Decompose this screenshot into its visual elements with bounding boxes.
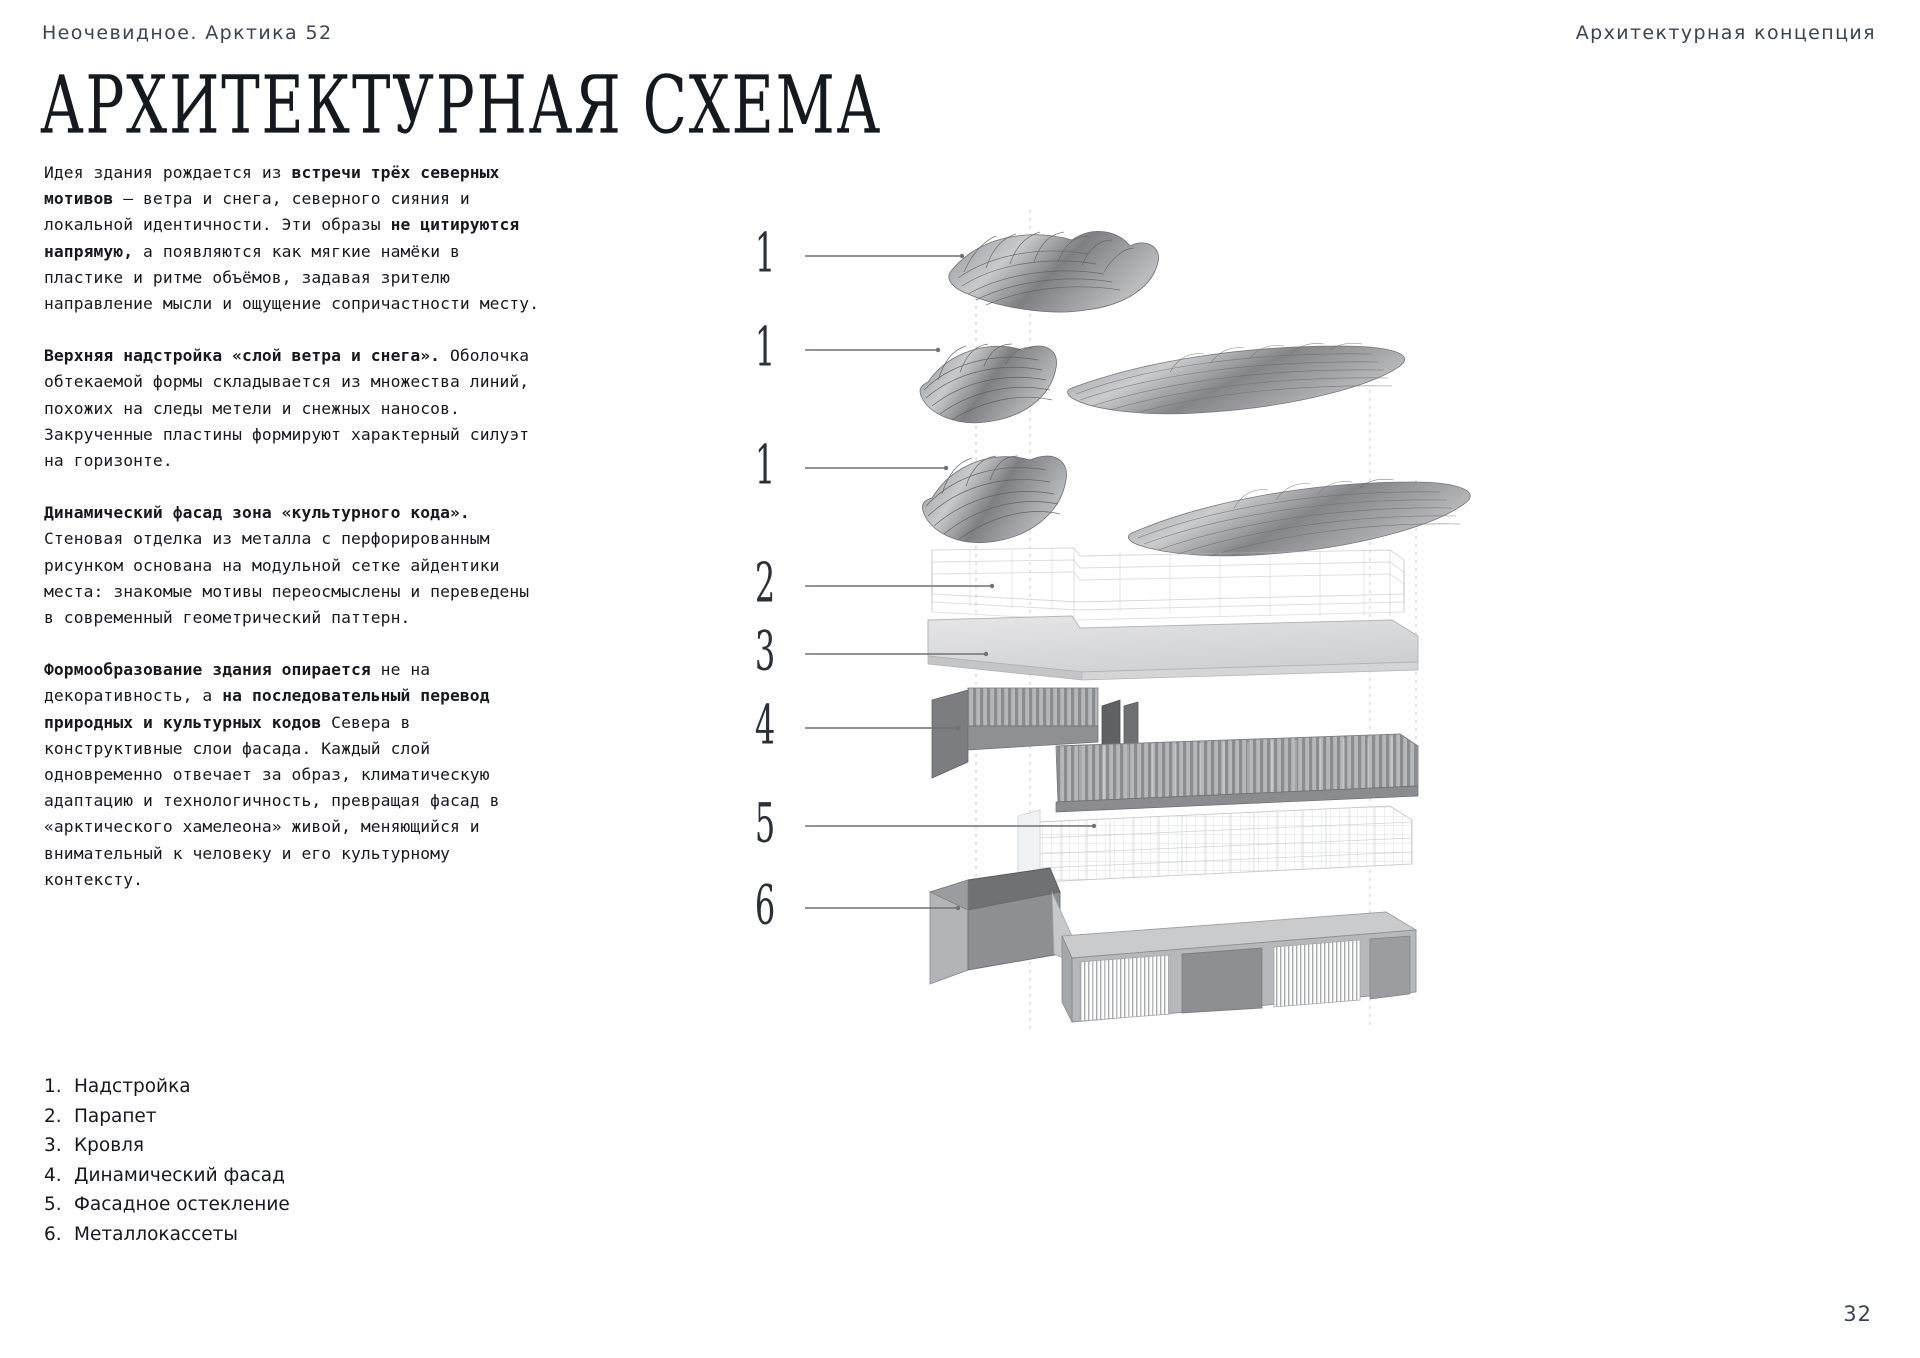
legend-item	[44, 1220, 290, 1250]
metal-cassette-layer	[930, 868, 1416, 1022]
lower-wing-element	[1128, 479, 1470, 556]
legend-item-label: Кровля	[74, 1135, 145, 1157]
p4-run-1: не на декоративность, а	[44, 660, 431, 706]
p1-bold-1: встречи трёх северных мотивов	[44, 163, 500, 209]
parapet-layer	[932, 548, 1404, 620]
paragraph-4	[44, 657, 544, 893]
callout-number-1a: 1	[754, 222, 776, 286]
legend-item-number: 6.	[44, 1223, 62, 1245]
body-copy	[44, 160, 544, 893]
wind-wing-element	[1068, 343, 1405, 414]
callout-number-2: 2	[754, 552, 776, 616]
legend-item-number: 4.	[44, 1164, 62, 1186]
running-head-left: Неочевидное. Арктика 52	[42, 22, 333, 44]
p1-run-2: – ветра и снега, северного сияния и локальной идентичности. Эти образы	[44, 189, 470, 235]
p3-run-1: Стеновая отделка из металла с перфорированным рисунком основана на модульной сетке айдентики места: знакомые мотивы переосмыслены и переведены в современный геометрический паттерн.	[44, 529, 530, 628]
legend-item	[44, 1102, 290, 1132]
wind-blade-element	[920, 344, 1057, 423]
paragraph-3	[44, 500, 544, 631]
roof-slab-layer	[928, 616, 1418, 680]
paragraph-2	[44, 343, 544, 474]
callout-number-1c: 1	[754, 434, 776, 498]
legend-item-label: Парапет	[74, 1105, 157, 1127]
p2-bold-1: Верхняя надстройка «слой ветра и снега».	[44, 346, 441, 366]
legend-item-number: 2.	[44, 1105, 62, 1127]
legend-item-number: 3.	[44, 1135, 62, 1157]
running-head-right: Архитектурная концепция	[1575, 22, 1876, 44]
callout-number-5: 5	[754, 792, 776, 856]
p1-run-1: Идея здания рождается из	[44, 163, 292, 182]
callout-number-4: 4	[754, 694, 776, 758]
dynamic-facade-layer	[932, 688, 1418, 812]
p4-bold-2: на последовательный перевод природных и культурных кодов	[44, 686, 490, 732]
page-title: АРХИТЕКТУРНАЯ СХЕМА	[40, 58, 883, 152]
callout-number-1b: 1	[754, 316, 776, 380]
legend-item	[44, 1190, 290, 1220]
callout-number-6: 6	[754, 874, 776, 938]
legend-item-number: 5.	[44, 1194, 62, 1216]
legend-item-label: Динамический фасад	[74, 1164, 285, 1186]
glazing-layer	[1018, 806, 1412, 890]
p1-bold-2: не цитируются напрямую,	[44, 215, 520, 261]
layer-legend	[44, 1072, 290, 1250]
p2-run-1: Оболочка обтекаемой формы складывается из множества линий, похожих на следы метели и снежных наносов. Закрученные пластины формируют характерный силуэт на горизонте.	[44, 346, 530, 471]
legend-item	[44, 1131, 290, 1161]
page-number: 32	[1843, 1302, 1872, 1326]
legend-item	[44, 1161, 290, 1191]
legend-item	[44, 1072, 290, 1102]
legend-item-number: 1.	[44, 1076, 62, 1097]
paragraph-1	[44, 160, 544, 317]
legend-item-label: Металлокассеты	[74, 1223, 239, 1245]
exploded-axonometric-diagram	[700, 150, 1900, 1210]
p4-bold-1: Формообразование здания опирается	[44, 660, 371, 680]
roof-crown-element	[949, 231, 1159, 312]
p3-bold-1: Динамический фасад зона «культурного кода».	[44, 503, 470, 523]
p4-run-2: Севера в конструктивные слои фасада. Каждый слой одновременно отвечает за образ, климатическую адаптацию и технологичность, превращая фасад в «арктического хамелеона» живой, меняющийся и внимательный к человеку и его культурному контексту.	[44, 712, 500, 889]
callout-number-3: 3	[754, 620, 776, 684]
legend-item-label: Фасадное остекление	[74, 1194, 290, 1216]
legend-item-label: Надстройка	[74, 1076, 191, 1097]
p1-run-3: а появляются как мягкие намёки в пластике и ритме объёмов, задавая зрителю направление мысли и ощущение сопричастности месту.	[44, 241, 540, 314]
